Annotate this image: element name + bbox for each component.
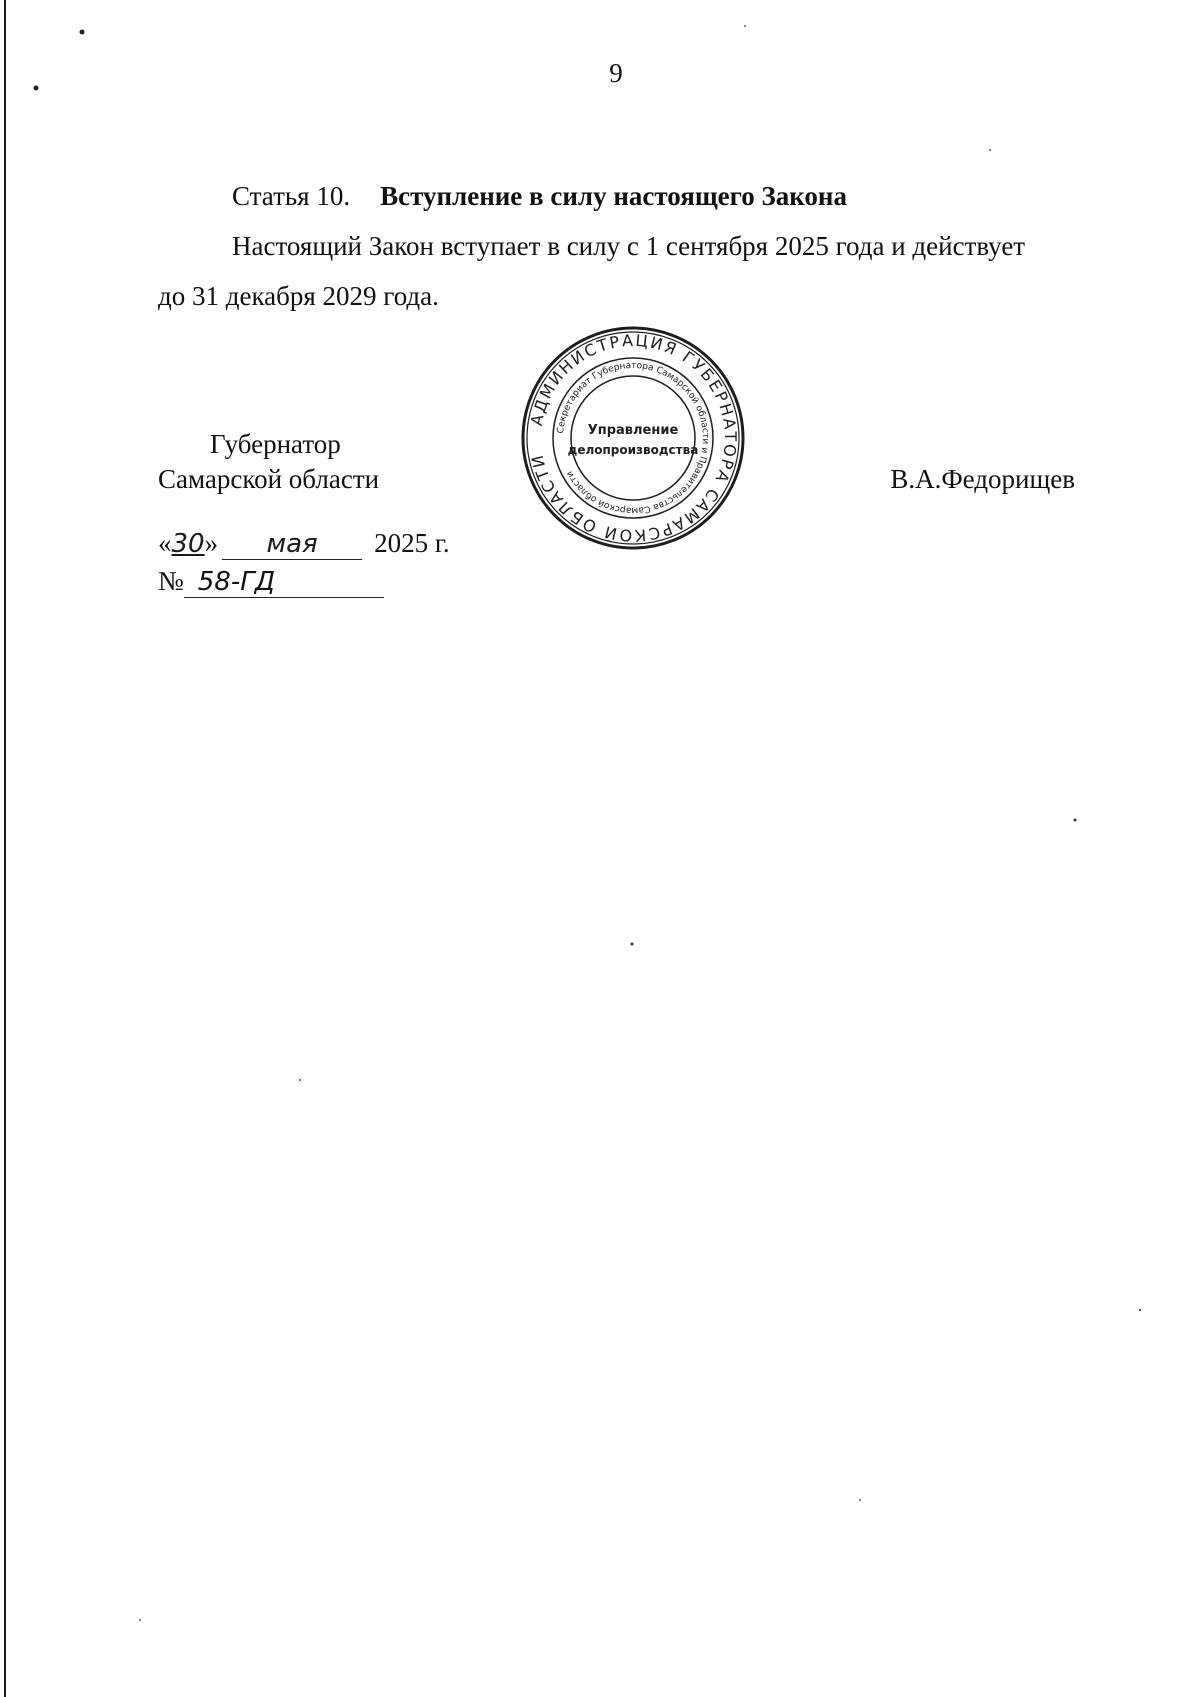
speck [1074,819,1077,822]
number-label: № [158,566,184,596]
article-label: Статья 10. [232,181,351,211]
signatory-position: Губернатор [210,429,341,459]
stamp-center-line-2: делопроизводства [567,443,699,457]
date-day: 30 [171,529,205,559]
signatory-region: Самарской области [158,464,380,494]
speck [744,25,746,27]
page-number: 9 [609,58,623,88]
stamp-center-line-1: Управление [587,423,679,438]
date-quote-open: « [158,528,172,558]
stamp-inner-text: Секретариат Губернатора Самарской области и Правительства Самарской области [556,360,711,516]
speck [299,1079,301,1081]
article-text-line-1: Настоящий Закон вступает в силу с 1 сентября 2025 года и действует [232,231,1026,261]
speck [989,149,991,151]
speck [139,1619,141,1621]
speck [34,86,39,91]
article-text-line-2: до 31 декабря 2029 года. [158,281,439,311]
article-title: Вступление в силу настоящего Закона [380,181,847,211]
speck [859,1499,861,1501]
speck [80,30,85,35]
speck [1139,1309,1141,1311]
speck [631,943,634,946]
date-month: мая [222,529,362,560]
signer-name: В.А.Федорищев [890,464,1075,494]
number-value: 58-ГД [184,567,384,598]
date-year: 2025 г. [374,528,450,558]
stamp-outer-text: АДМИНИСТРАЦИЯ ГУБЕРНАТОРА САМАРСКОЙ ОБЛАСТИ [526,330,741,546]
date-quote-close: » [204,528,219,558]
